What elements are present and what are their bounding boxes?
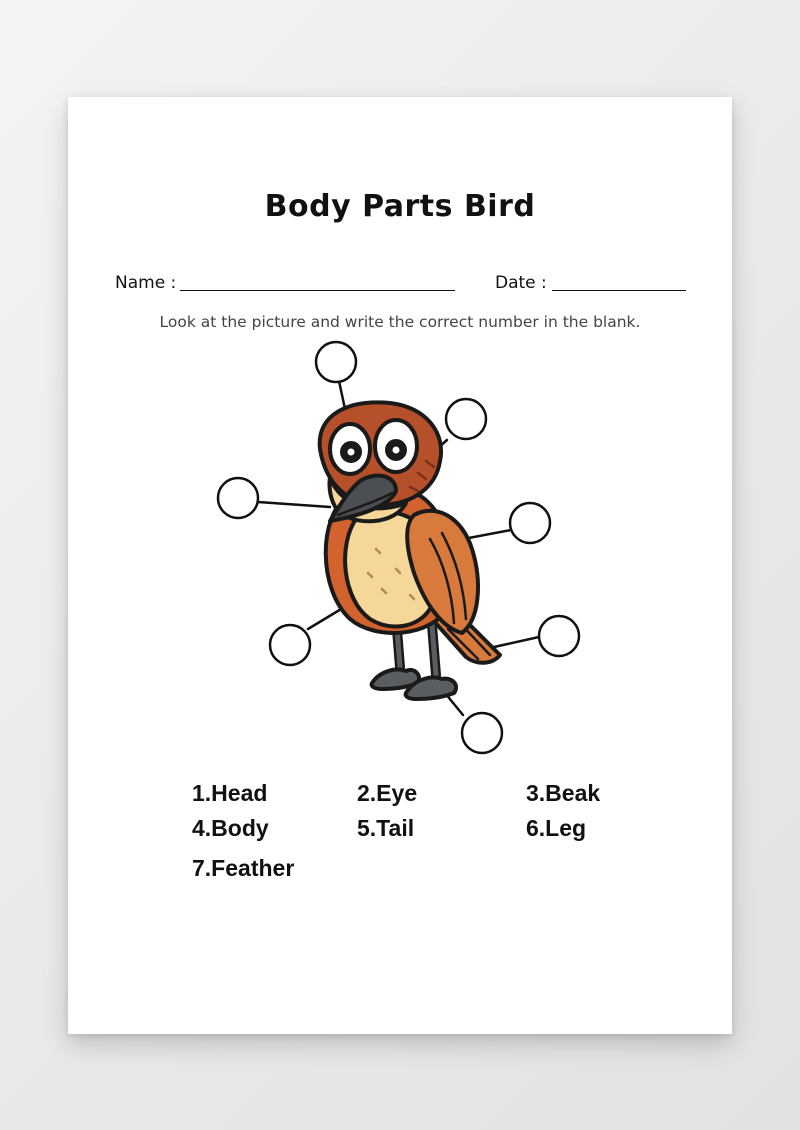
left-eye-shine (348, 449, 355, 456)
answer-circle[interactable] (510, 503, 550, 543)
answer-circle[interactable] (218, 478, 258, 518)
answer-circle[interactable] (462, 713, 502, 753)
connector-line (494, 637, 539, 647)
word-bank-item-feather: 7.Feather (192, 855, 295, 881)
instruction-text: Look at the picture and write the correct number in the blank. (159, 313, 641, 331)
answer-circle[interactable] (316, 342, 356, 382)
word-bank-item-body: 4.Body (192, 815, 269, 841)
name-blank-line[interactable] (180, 290, 455, 291)
answer-circle[interactable] (446, 399, 486, 439)
right-eye-shine (393, 447, 400, 454)
name-label: Name : (115, 273, 177, 293)
answer-circle[interactable] (539, 616, 579, 656)
word-bank-item-eye: 2.Eye (357, 780, 418, 806)
word-bank-item-tail: 5.Tail (357, 815, 415, 841)
word-bank-item-leg: 6.Leg (526, 815, 587, 841)
date-blank-line[interactable] (552, 290, 686, 291)
worksheet-page (68, 97, 732, 1034)
connector-line (258, 502, 330, 507)
bird-diagram (200, 337, 620, 767)
answer-circle[interactable] (270, 625, 310, 665)
word-bank-item-beak: 3.Beak (526, 780, 601, 806)
word-bank-item-head: 1.Head (192, 780, 268, 806)
worksheet-title: Body Parts Bird (264, 189, 536, 224)
date-label: Date : (495, 273, 547, 293)
bird-illustration (320, 402, 500, 699)
